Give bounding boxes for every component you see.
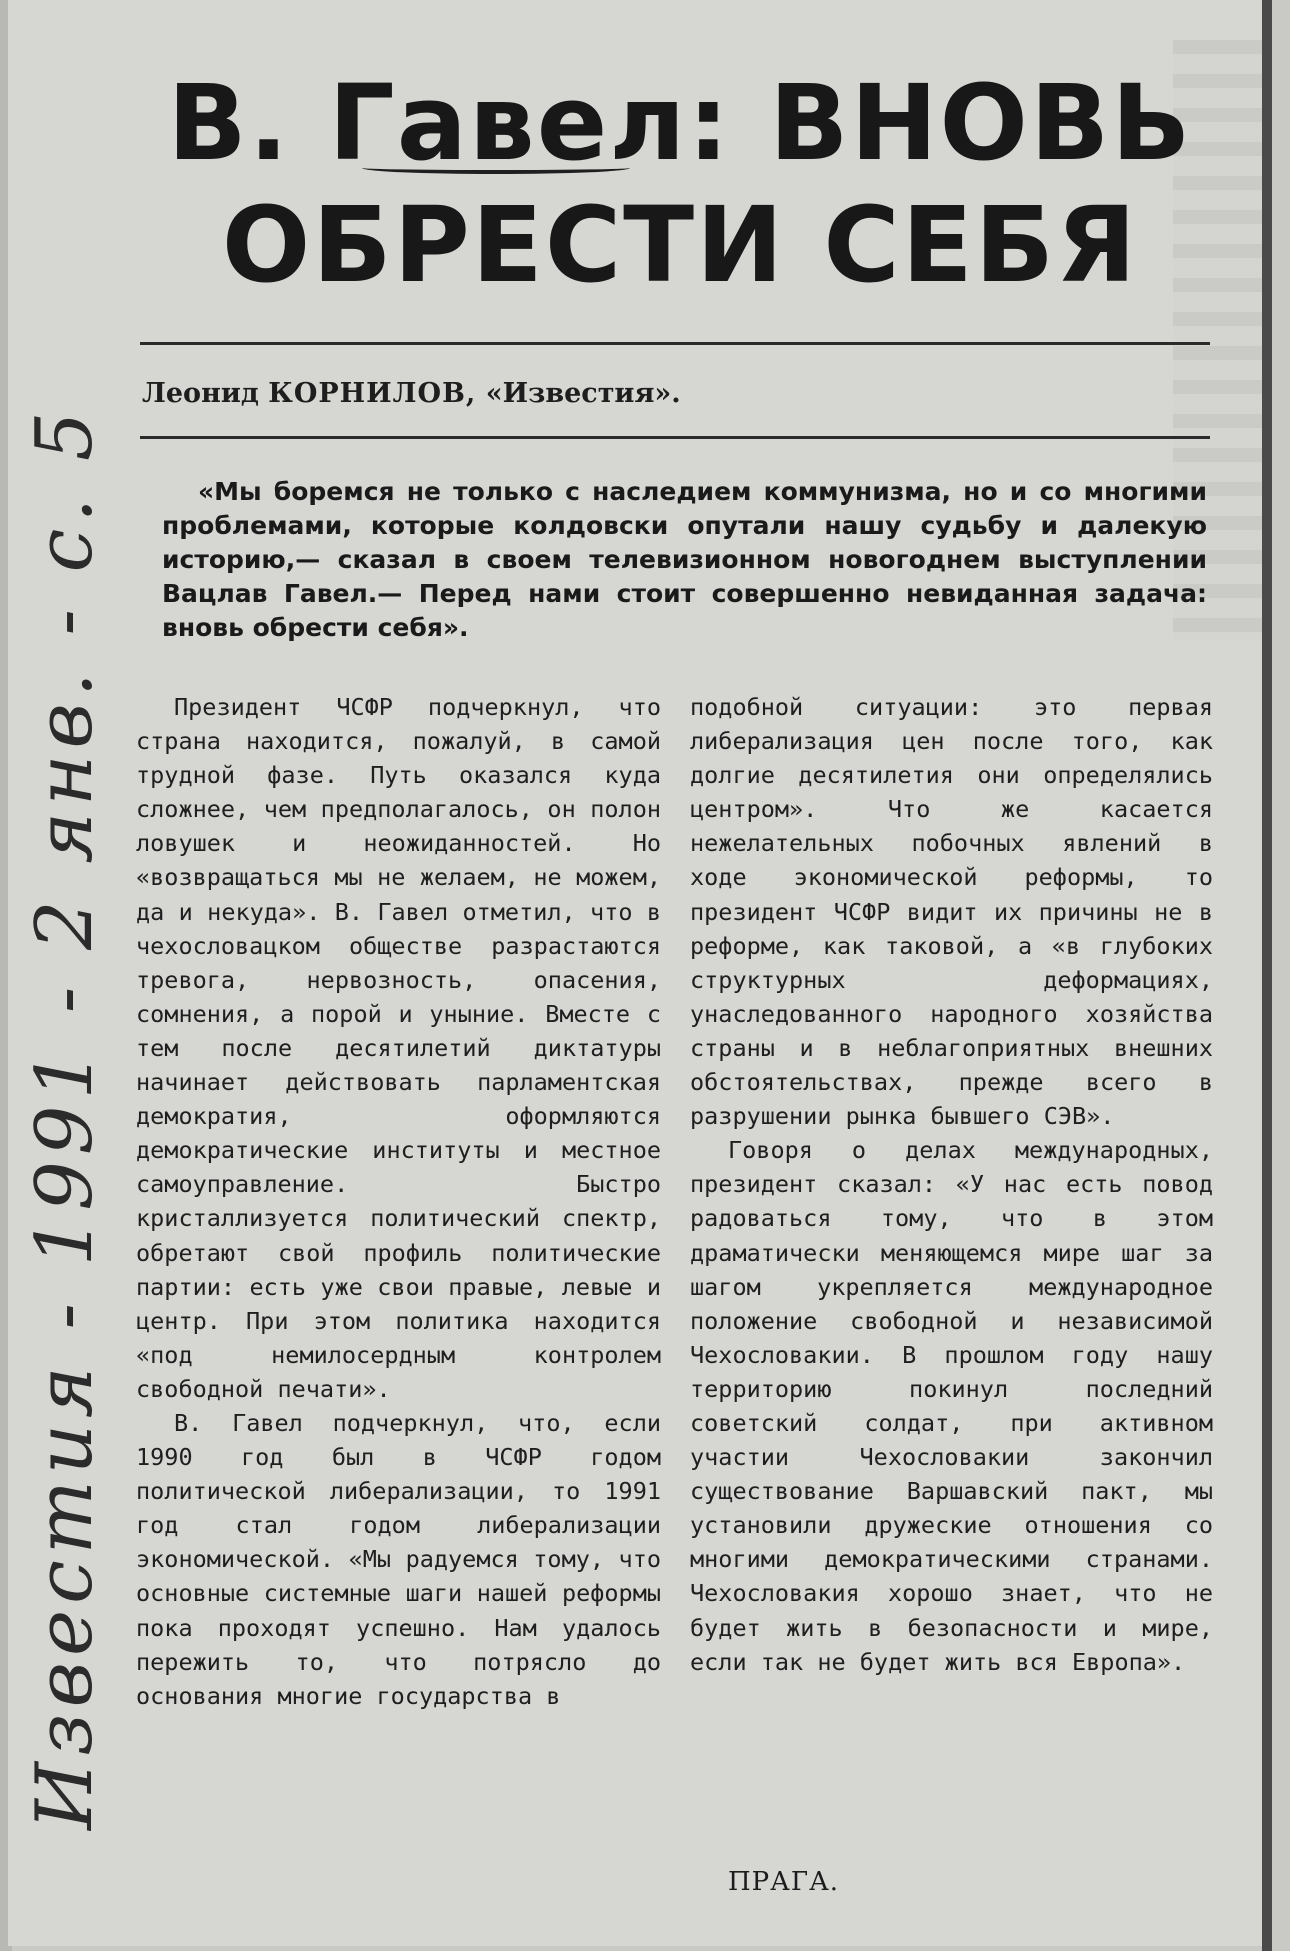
body-paragraph: Говоря о делах международных, президент сказал: «У нас есть повод радоваться тому, что в этом драматически меняющемся мире шаг за шагом укрепляется международное положение свободной и независимой Чехословакии. В прошлом году нашу территорию покинул последний советский солдат, при активном участии Чехословакии закончил существование Варшавский пакт, мы установили дружеские отношения со многими демократическими странами. Чехословакия хорошо знает, что не будет жить в безопасности и мире, если так не будет жить вся Европа». (690, 1136, 1213, 1676)
lead-paragraph: «Мы боремся не только с наследием коммунизма, но и со многими проблемами, которые колдовски опутали нашу судьбу и далекую историю,— сказал в своем телевизионном новогоднем выступлении Вацлав Гавел.— Перед нами стоит совершенно невиданная задача: вновь обрести себя». (162, 477, 1207, 642)
author-surname: КОРНИЛОВ, (268, 378, 477, 409)
body-paragraph: В. Гавел подчеркнул, что, если 1990 год был в ЧСФР годом политической либерализации, то 1991 год стал годом либерализации экономической. «Мы радуемся тому, что основные системные шаги нашей реформы пока проходят успешно. Нам удалось пережить то, что потрясло до основания многие государства в (136, 1408, 661, 1710)
byline-divider (140, 436, 1210, 439)
headline-line-2: ОБРЕСТИ СЕБЯ (221, 184, 1139, 306)
left-column (136, 690, 661, 1713)
body-paragraph: Президент ЧСФР подчеркнул, что страна находится, пожалуй, в самой трудной фазе. Путь оказался куда сложнее, чем предполагалось, он полон ловушек и неожиданностей. Но «возвращаться мы не желаем, не можем, да и некуда». В. Гавел отметил, что в чехословацком обществе разрастаются тревога, нервозность, опасения, сомнения, а порой и уныние. Вместе с тем после десятилетий диктатуры начинает действовать парламентская демократия, оформляются демократические институты и местное самоуправление. Быстро кристаллизуется политический спектр, обретают свой профиль политические партии: есть уже свои правые, левые и центр. При этом политика находится «под немилосердным контролем свободной печати». (136, 693, 661, 1403)
scan-right-edge (1262, 0, 1272, 1951)
right-column (690, 690, 1213, 1679)
byline (142, 378, 681, 409)
dateline: ПРАГА. (728, 1867, 840, 1897)
body-paragraph: подобной ситуации: это первая либерализация цен после того, как долгие десятилетия они определялись центром». Что же касается нежелательных побочных явлений в ходе экономической реформы, то президент ЧСФР видит их причины не в реформе, как таковой, а «в глубоких структурных деформациях, унаследованного народного хозяйства страны и в неблагоприятных внешних обстоятельствах, прежде всего в разрушении рынка бывшего СЭВ». (690, 693, 1213, 1131)
handwritten-source-note: Известия - 1991 - 2 янв. - с. 5 (20, 405, 110, 1830)
top-divider (140, 342, 1210, 345)
handwritten-underline (362, 162, 630, 174)
headline-line-1: В. Гавел: ВНОВЬ (167, 62, 1193, 184)
author-name: Леонид (142, 378, 259, 409)
newspaper-name: «Известия». (485, 378, 681, 409)
headline (150, 62, 1210, 306)
